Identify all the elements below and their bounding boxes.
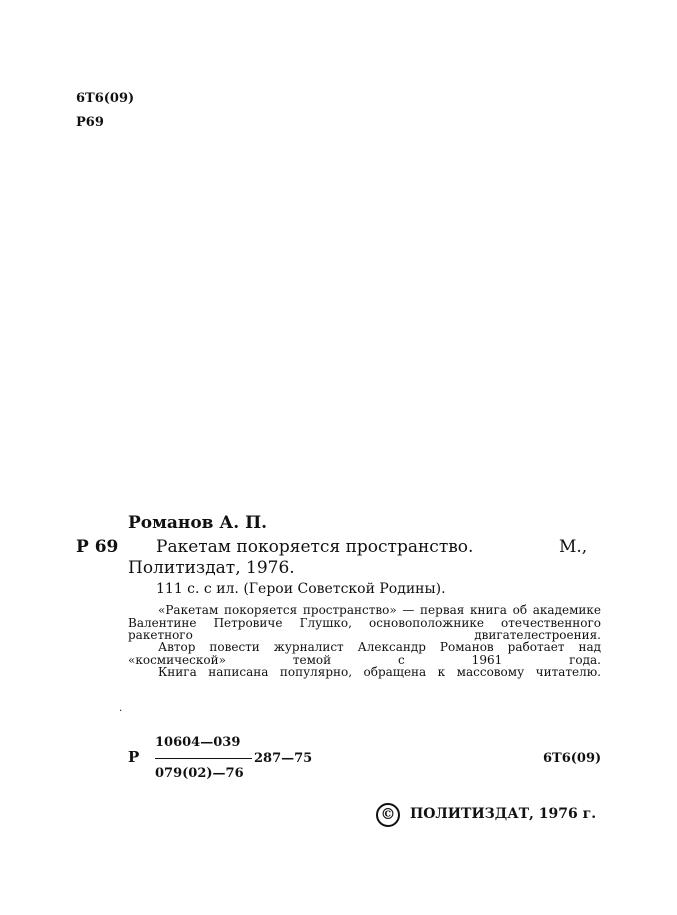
- book-title: Ракетам покоряется пространство.: [156, 537, 474, 557]
- index-right: 287—75: [254, 751, 313, 766]
- index-numerator: 10604—039: [155, 735, 241, 750]
- copyright-icon: ©: [376, 803, 400, 827]
- entry-code: Р 69: [76, 537, 119, 557]
- annotation-paragraph: [128, 604, 601, 642]
- index-letter: Р: [128, 748, 140, 766]
- publication-place: М.,: [559, 537, 588, 557]
- fraction-line: [155, 758, 252, 759]
- publisher-year: Политиздат, 1976.: [128, 558, 295, 578]
- annotation-text-1: «Ракетам покоряется пространство» — первая книга об академике Валентине Петровиче Глушко, основоположнике отечественного ракетного двигателестроения.: [128, 603, 601, 642]
- stray-mark: ·: [119, 706, 123, 717]
- index-classification: 6Т6(09): [543, 751, 602, 766]
- copyright-text: ПОЛИТИЗДАТ, 1976 г.: [410, 806, 597, 822]
- annotation-paragraph: [128, 666, 601, 679]
- annotation-text-3: Книга написана популярно, обращена к массовому читателю.: [158, 665, 601, 679]
- classification-code: 6Т6(09): [76, 91, 135, 106]
- book-extent: 111 с. с ил. (Герои Советской Родины).: [156, 581, 446, 597]
- author-code: Р69: [76, 115, 104, 130]
- index-denominator: 079(02)—76: [155, 766, 244, 781]
- annotation-text-2: Автор повести журналист Александр Романов работает над «космической» темой с 1961 года.: [128, 640, 601, 667]
- author-name: Романов А. П.: [128, 513, 268, 533]
- annotation-paragraph: [128, 641, 601, 666]
